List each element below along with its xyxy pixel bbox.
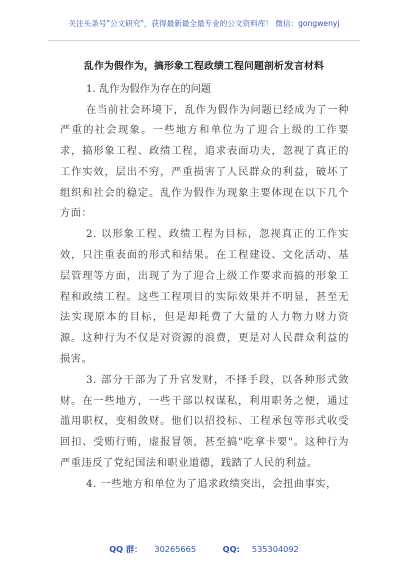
document-title: 乱作为假作为，搞形象工程政绩工程问题剖析发言材料	[84, 61, 324, 72]
qq-group-label: QQ 群：	[109, 544, 143, 554]
header-promo-text: 关注头条号"公文研究"，获得最新最全最专业的公文资料库！ 微信：gongwenyj	[68, 19, 340, 28]
paragraph-point-4: 4. 一些地方和单位为了追求政绩突出，会扭曲事实，	[86, 478, 337, 490]
page-footer	[0, 544, 408, 562]
paragraph-intro: 在当前社会环境下，乱作为假作为问题已经成为了一种严重的社会现象。一些地方和单位为了迎合上级的工作要求，搞形象工程、政绩工程，追求表面功夫，忽视了真正的工作实效，层出不穷，严重损害了人民群众的利益，破坏了组织和社会的稳定。乱作为假作为现象主要体现在以下几个方面：	[60, 104, 349, 220]
page-header	[48, 10, 360, 41]
qq-info	[217, 544, 305, 554]
document-body	[60, 80, 349, 496]
qq-label: QQ:	[222, 544, 240, 554]
qq-group-number: 30265665	[154, 544, 197, 554]
paragraph-point-3: 3. 部分干部为了升官发财，不择手段，以各种形式敛财。在一些地方，一些干部以权谋私，利用职务之便，通过滥用职权，变相敛财。他们以招投标、工程承包等形式收受回扣、受贿行贿，虚报冒领，甚至搞"吃拿卡要"。这种行为严重违反了党纪国法和职业道德，践踏了人民的利益。	[60, 374, 349, 469]
qq-group-info	[103, 544, 202, 555]
section-heading: 1. 乱作为假作为存在的问题	[86, 84, 212, 95]
qq-number: 535304092	[251, 544, 299, 554]
paragraph-point-2: 2. 以形象工程、政绩工程为目标，忽视真正的工作实效，只注重表面的形式和结果。在工程建设、文化活动、基层管理等方面，出现了为了迎合上级工作要求而搞的形象工程和政绩工程。这些工程项目的实际效果并不明显，甚至无法实现原本的目标，但是却耗费了大量的人力物力财力资源。这种行为不仅是对资源的浪费，更是对人民群众利益的损害。	[60, 229, 349, 365]
